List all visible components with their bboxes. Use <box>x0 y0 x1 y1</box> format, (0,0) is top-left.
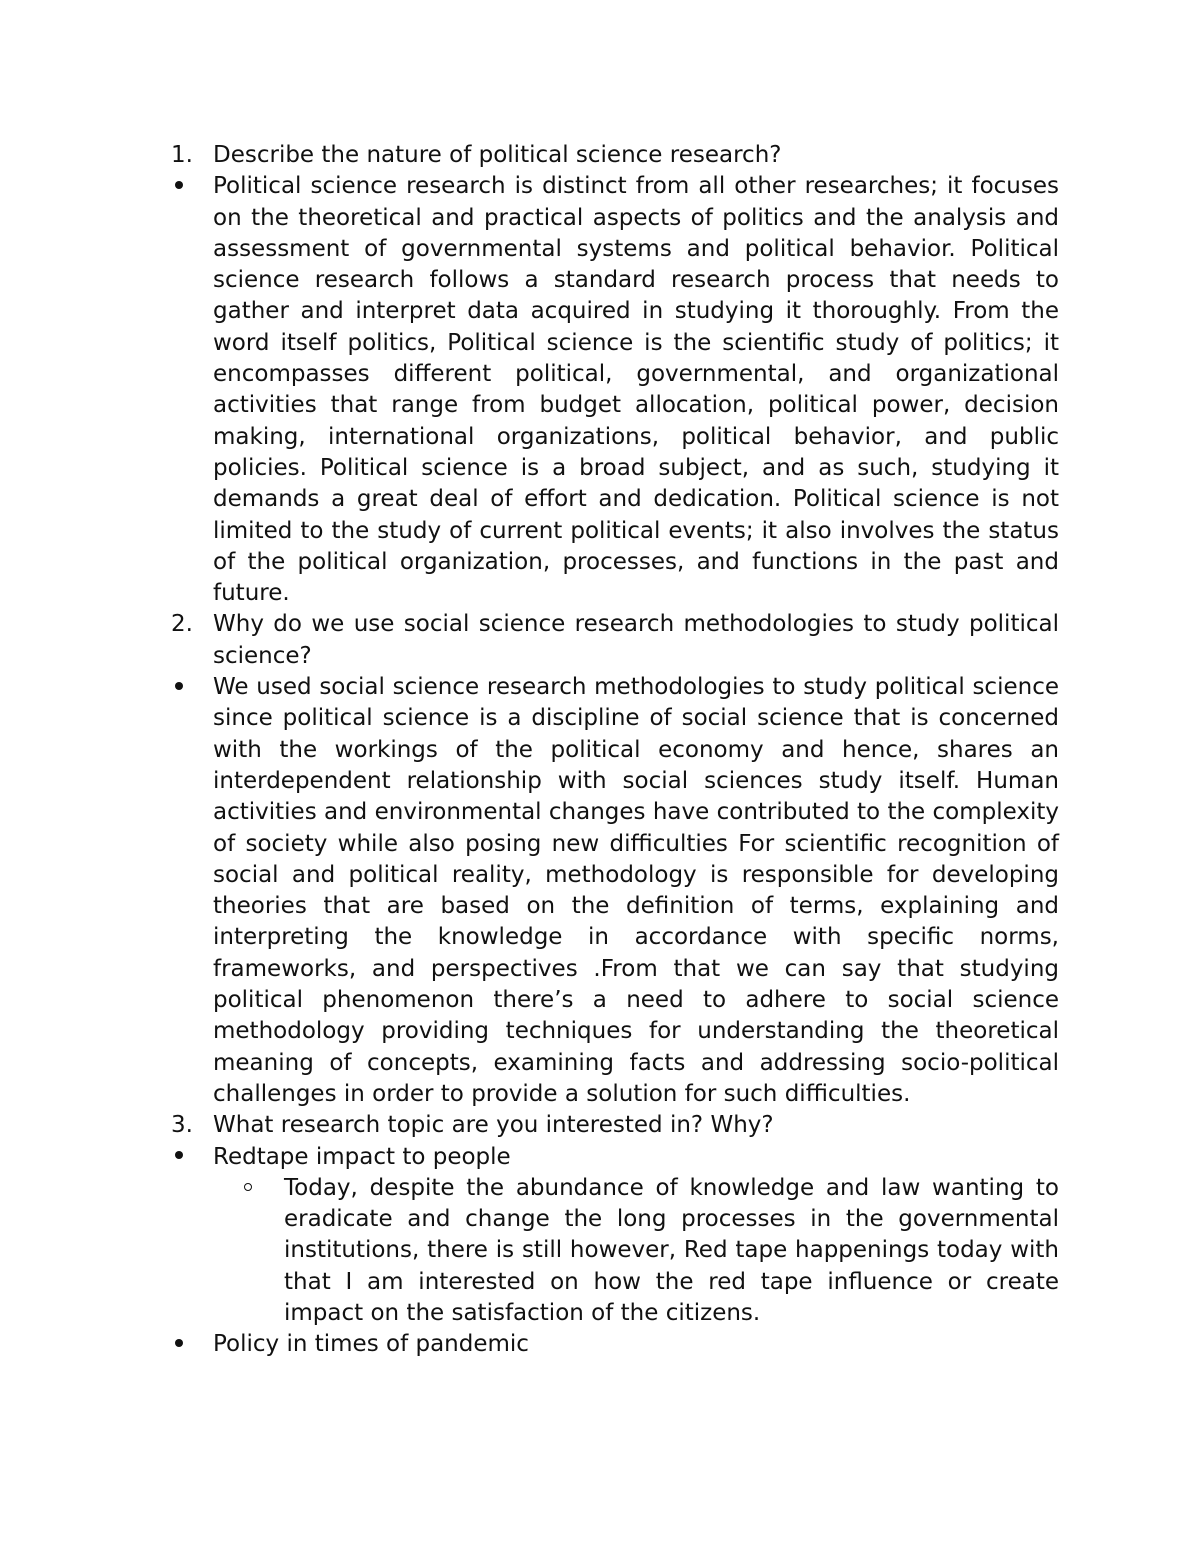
list-item-question-1 <box>171 140 1059 171</box>
question-text: What research topic are you interested in? Why? <box>213 1112 774 1139</box>
list-item-question-2 <box>171 609 1059 672</box>
topic-text: Redtape impact to people <box>213 1143 511 1170</box>
document-body <box>171 140 1059 1361</box>
topic-text: Policy in times of pandemic <box>213 1331 529 1358</box>
list-item-question-3 <box>171 1110 1059 1141</box>
bullet-icon <box>171 1142 207 1173</box>
list-item-answer-1 <box>171 171 1059 609</box>
list-item-answer-2 <box>171 672 1059 1110</box>
question-text: Describe the nature of political science research? <box>213 142 782 168</box>
bullet-icon <box>171 171 207 202</box>
list-number: 1. <box>171 142 193 168</box>
list-item-topic-1-detail <box>242 1173 1059 1329</box>
list-number: 2. <box>171 611 193 638</box>
bullet-icon <box>171 1329 207 1360</box>
answer-text: Political science research is distinct from all other researches; it focuses on the theoretical and practical aspects of politics and the analysis and assessment of governmental systems and political behavior. Political science research follows a standard research process that needs to gather and interpret data acquired in studying it thoroughly. From the word itself politics, Political science is the scientific study of politics; it encompasses different political, governmental, and organizational activities that range from budget allocation, political power, decision making, international organizations, political behavior, and public policies. Political science is a broad subject, and as such, studying it demands a great deal of effort and dedication. Political science is not limited to the study of current political events; it also involves the status of the political organization, processes, and functions in the past and future. <box>213 173 1059 607</box>
list-number: 3. <box>171 1112 193 1139</box>
circle-bullet-icon <box>242 1173 278 1204</box>
list-item-topic-1 <box>171 1142 1059 1173</box>
bullet-icon <box>171 672 207 703</box>
answer-text: We used social science research methodologies to study political science since political science is a discipline of social science that is concerned with the workings of the political economy and hence, shares an interdependent relationship with social sciences study itself. Human activities and environmental changes have contributed to the complexity of society while also posing new difficulties For scientific recognition of social and political reality, methodology is responsible for developing theories that are based on the definition of terms, explaining and interpreting the knowledge in accordance with specific norms, frameworks, and perspectives .From that we can say that studying political phenomenon there’s a need to adhere to social science methodology providing techniques for understanding the theoretical meaning of concepts, examining facts and addressing socio-political challenges in order to provide a solution for such difficulties. <box>213 674 1059 1107</box>
question-text: Why do we use social science research methodologies to study political science? <box>213 611 1059 669</box>
list-item-topic-2 <box>171 1329 1059 1360</box>
detail-text: Today, despite the abundance of knowledge and law wanting to eradicate and change the long processes in the governmental institutions, there is still however, Red tape happenings today with that I am interested on how the red tape influence or create impact on the satisfaction of the citizens. <box>284 1174 1059 1326</box>
